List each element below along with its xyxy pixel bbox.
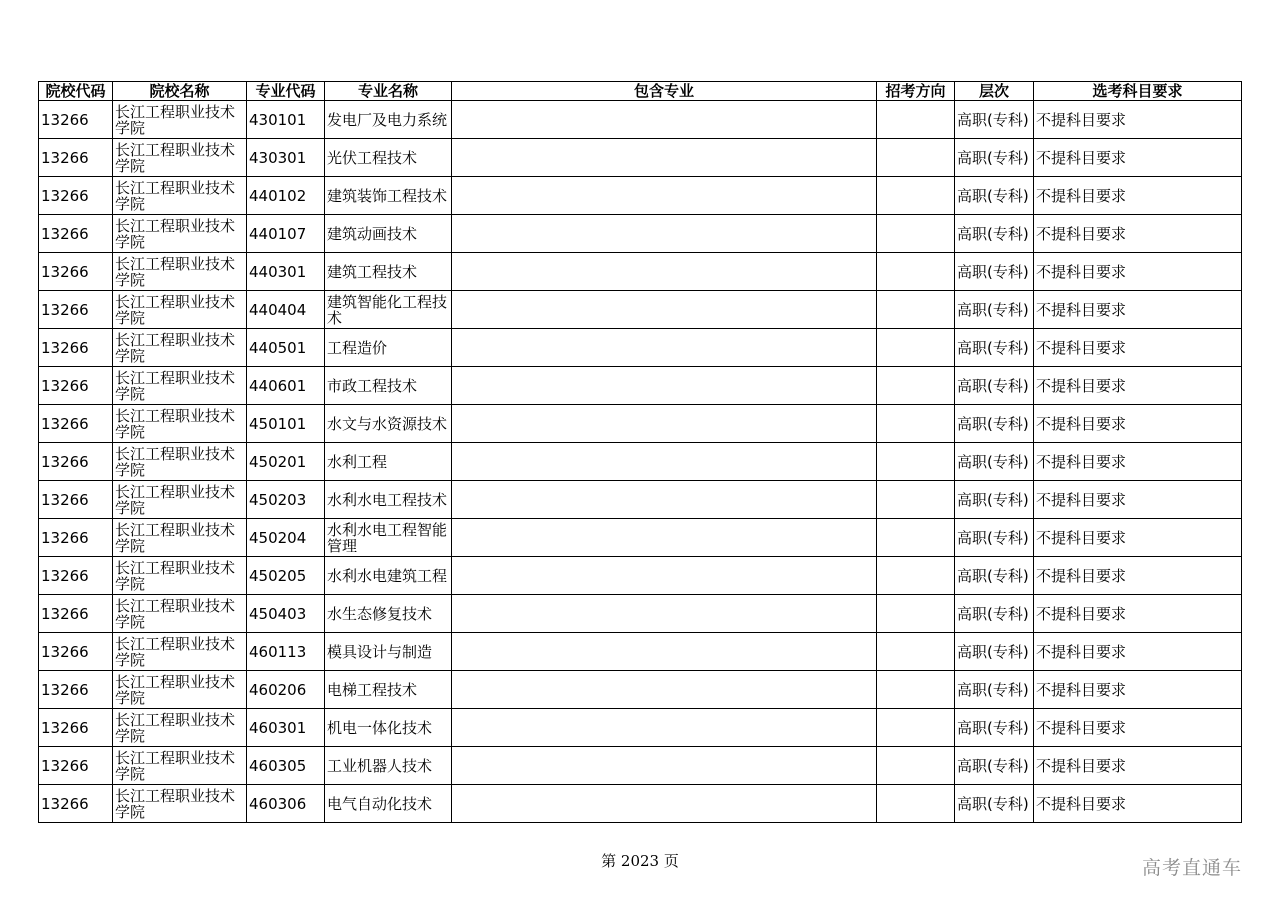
cell-school-name: 长江工程职业技术学院 — [113, 747, 247, 785]
table-row — [39, 709, 1242, 747]
cell-direction — [877, 291, 955, 329]
cell-school-name: 长江工程职业技术学院 — [113, 177, 247, 215]
header-included-majors: 包含专业 — [452, 82, 877, 101]
cell-subject-requirement: 不提科目要求 — [1034, 177, 1242, 215]
cell-school-code: 13266 — [39, 253, 113, 291]
cell-subject-requirement: 不提科目要求 — [1034, 481, 1242, 519]
cell-included-majors — [452, 139, 877, 177]
cell-school-code: 13266 — [39, 139, 113, 177]
cell-major-name: 光伏工程技术 — [325, 139, 452, 177]
cell-school-name: 长江工程职业技术学院 — [113, 671, 247, 709]
table-header-row — [39, 82, 1242, 101]
table-row — [39, 101, 1242, 139]
cell-direction — [877, 101, 955, 139]
cell-included-majors — [452, 557, 877, 595]
cell-major-name: 工业机器人技术 — [325, 747, 452, 785]
watermark: 高考直通车 — [1142, 857, 1243, 879]
table-row — [39, 405, 1242, 443]
cell-school-name: 长江工程职业技术学院 — [113, 557, 247, 595]
cell-subject-requirement: 不提科目要求 — [1034, 367, 1242, 405]
cell-level: 高职(专科) — [955, 367, 1034, 405]
table-row — [39, 785, 1242, 823]
table-row — [39, 367, 1242, 405]
cell-school-name: 长江工程职业技术学院 — [113, 481, 247, 519]
table-row — [39, 177, 1242, 215]
table-row — [39, 633, 1242, 671]
cell-direction — [877, 785, 955, 823]
cell-included-majors — [452, 709, 877, 747]
cell-school-code: 13266 — [39, 785, 113, 823]
header-level: 层次 — [955, 82, 1034, 101]
cell-level: 高职(专科) — [955, 329, 1034, 367]
cell-included-majors — [452, 747, 877, 785]
cell-major-code: 440404 — [247, 291, 325, 329]
cell-included-majors — [452, 215, 877, 253]
cell-school-code: 13266 — [39, 671, 113, 709]
cell-major-name: 建筑动画技术 — [325, 215, 452, 253]
cell-subject-requirement: 不提科目要求 — [1034, 443, 1242, 481]
cell-school-name: 长江工程职业技术学院 — [113, 633, 247, 671]
cell-major-code: 430101 — [247, 101, 325, 139]
cell-school-name: 长江工程职业技术学院 — [113, 595, 247, 633]
cell-level: 高职(专科) — [955, 405, 1034, 443]
cell-included-majors — [452, 367, 877, 405]
cell-subject-requirement: 不提科目要求 — [1034, 595, 1242, 633]
cell-subject-requirement: 不提科目要求 — [1034, 785, 1242, 823]
table-row — [39, 557, 1242, 595]
cell-major-code: 450201 — [247, 443, 325, 481]
table-row — [39, 253, 1242, 291]
cell-subject-requirement: 不提科目要求 — [1034, 253, 1242, 291]
cell-direction — [877, 253, 955, 291]
cell-level: 高职(专科) — [955, 671, 1034, 709]
cell-major-code: 460113 — [247, 633, 325, 671]
cell-school-name: 长江工程职业技术学院 — [113, 253, 247, 291]
cell-subject-requirement: 不提科目要求 — [1034, 215, 1242, 253]
cell-major-code: 440107 — [247, 215, 325, 253]
cell-subject-requirement: 不提科目要求 — [1034, 291, 1242, 329]
cell-direction — [877, 367, 955, 405]
cell-major-code: 450101 — [247, 405, 325, 443]
cell-major-name: 市政工程技术 — [325, 367, 452, 405]
table-row — [39, 519, 1242, 557]
cell-direction — [877, 405, 955, 443]
cell-major-name: 工程造价 — [325, 329, 452, 367]
cell-school-code: 13266 — [39, 405, 113, 443]
cell-level: 高职(专科) — [955, 481, 1034, 519]
cell-subject-requirement: 不提科目要求 — [1034, 405, 1242, 443]
cell-included-majors — [452, 785, 877, 823]
cell-included-majors — [452, 101, 877, 139]
cell-school-name: 长江工程职业技术学院 — [113, 519, 247, 557]
cell-school-name: 长江工程职业技术学院 — [113, 139, 247, 177]
cell-school-name: 长江工程职业技术学院 — [113, 785, 247, 823]
cell-school-name: 长江工程职业技术学院 — [113, 405, 247, 443]
cell-major-name: 水利工程 — [325, 443, 452, 481]
cell-subject-requirement: 不提科目要求 — [1034, 519, 1242, 557]
cell-school-code: 13266 — [39, 481, 113, 519]
cell-level: 高职(专科) — [955, 215, 1034, 253]
cell-major-name: 水文与水资源技术 — [325, 405, 452, 443]
cell-major-name: 建筑装饰工程技术 — [325, 177, 452, 215]
cell-school-name: 长江工程职业技术学院 — [113, 367, 247, 405]
cell-included-majors — [452, 253, 877, 291]
cell-level: 高职(专科) — [955, 633, 1034, 671]
cell-included-majors — [452, 405, 877, 443]
cell-direction — [877, 481, 955, 519]
cell-major-code: 460305 — [247, 747, 325, 785]
cell-level: 高职(专科) — [955, 139, 1034, 177]
cell-major-code: 450203 — [247, 481, 325, 519]
cell-major-name: 建筑智能化工程技术 — [325, 291, 452, 329]
cell-major-code: 460301 — [247, 709, 325, 747]
cell-major-code: 430301 — [247, 139, 325, 177]
cell-major-code: 440501 — [247, 329, 325, 367]
cell-level: 高职(专科) — [955, 747, 1034, 785]
table-body — [39, 101, 1242, 823]
header-major-code: 专业代码 — [247, 82, 325, 101]
table-row — [39, 139, 1242, 177]
cell-subject-requirement: 不提科目要求 — [1034, 139, 1242, 177]
cell-included-majors — [452, 177, 877, 215]
cell-school-name: 长江工程职业技术学院 — [113, 101, 247, 139]
cell-level: 高职(专科) — [955, 177, 1034, 215]
cell-level: 高职(专科) — [955, 785, 1034, 823]
cell-major-name: 发电厂及电力系统 — [325, 101, 452, 139]
cell-school-code: 13266 — [39, 633, 113, 671]
cell-school-code: 13266 — [39, 177, 113, 215]
cell-school-code: 13266 — [39, 747, 113, 785]
cell-major-code: 450403 — [247, 595, 325, 633]
cell-direction — [877, 595, 955, 633]
cell-school-code: 13266 — [39, 709, 113, 747]
cell-major-name: 机电一体化技术 — [325, 709, 452, 747]
table-row — [39, 443, 1242, 481]
cell-school-code: 13266 — [39, 215, 113, 253]
cell-major-code: 440102 — [247, 177, 325, 215]
cell-direction — [877, 177, 955, 215]
cell-school-name: 长江工程职业技术学院 — [113, 443, 247, 481]
table-row — [39, 671, 1242, 709]
cell-major-code: 460306 — [247, 785, 325, 823]
cell-included-majors — [452, 329, 877, 367]
table-row — [39, 215, 1242, 253]
cell-major-code: 460206 — [247, 671, 325, 709]
cell-direction — [877, 139, 955, 177]
cell-major-code: 450204 — [247, 519, 325, 557]
cell-school-code: 13266 — [39, 595, 113, 633]
cell-included-majors — [452, 633, 877, 671]
cell-direction — [877, 519, 955, 557]
cell-subject-requirement: 不提科目要求 — [1034, 747, 1242, 785]
cell-included-majors — [452, 291, 877, 329]
table-row — [39, 329, 1242, 367]
cell-school-code: 13266 — [39, 519, 113, 557]
page-number: 第 2023 页 — [601, 852, 679, 870]
table-row — [39, 747, 1242, 785]
cell-level: 高职(专科) — [955, 253, 1034, 291]
cell-school-name: 长江工程职业技术学院 — [113, 709, 247, 747]
cell-level: 高职(专科) — [955, 595, 1034, 633]
cell-school-name: 长江工程职业技术学院 — [113, 329, 247, 367]
header-subject-requirement: 选考科目要求 — [1034, 82, 1242, 101]
cell-subject-requirement: 不提科目要求 — [1034, 329, 1242, 367]
cell-included-majors — [452, 519, 877, 557]
cell-school-code: 13266 — [39, 443, 113, 481]
table-row — [39, 481, 1242, 519]
cell-direction — [877, 633, 955, 671]
cell-direction — [877, 215, 955, 253]
header-major-name: 专业名称 — [325, 82, 452, 101]
table-row — [39, 291, 1242, 329]
cell-subject-requirement: 不提科目要求 — [1034, 557, 1242, 595]
cell-school-code: 13266 — [39, 557, 113, 595]
cell-level: 高职(专科) — [955, 519, 1034, 557]
cell-direction — [877, 747, 955, 785]
cell-subject-requirement: 不提科目要求 — [1034, 671, 1242, 709]
header-direction: 招考方向 — [877, 82, 955, 101]
cell-major-name: 水利水电工程智能管理 — [325, 519, 452, 557]
cell-school-code: 13266 — [39, 367, 113, 405]
cell-subject-requirement: 不提科目要求 — [1034, 709, 1242, 747]
cell-major-name: 水利水电建筑工程 — [325, 557, 452, 595]
cell-major-code: 440301 — [247, 253, 325, 291]
cell-major-code: 440601 — [247, 367, 325, 405]
cell-school-name: 长江工程职业技术学院 — [113, 215, 247, 253]
cell-major-name: 电气自动化技术 — [325, 785, 452, 823]
cell-subject-requirement: 不提科目要求 — [1034, 633, 1242, 671]
header-school-code: 院校代码 — [39, 82, 113, 101]
cell-school-code: 13266 — [39, 329, 113, 367]
cell-major-name: 水生态修复技术 — [325, 595, 452, 633]
cell-major-name: 模具设计与制造 — [325, 633, 452, 671]
cell-level: 高职(专科) — [955, 101, 1034, 139]
cell-included-majors — [452, 671, 877, 709]
cell-level: 高职(专科) — [955, 709, 1034, 747]
cell-direction — [877, 329, 955, 367]
cell-school-name: 长江工程职业技术学院 — [113, 291, 247, 329]
header-school-name: 院校名称 — [113, 82, 247, 101]
cell-major-name: 建筑工程技术 — [325, 253, 452, 291]
cell-direction — [877, 709, 955, 747]
cell-major-name: 电梯工程技术 — [325, 671, 452, 709]
cell-major-name: 水利水电工程技术 — [325, 481, 452, 519]
cell-included-majors — [452, 443, 877, 481]
admission-table — [38, 81, 1242, 823]
table-row — [39, 595, 1242, 633]
cell-school-code: 13266 — [39, 101, 113, 139]
cell-direction — [877, 671, 955, 709]
cell-major-code: 450205 — [247, 557, 325, 595]
cell-level: 高职(专科) — [955, 291, 1034, 329]
cell-subject-requirement: 不提科目要求 — [1034, 101, 1242, 139]
cell-direction — [877, 443, 955, 481]
cell-level: 高职(专科) — [955, 443, 1034, 481]
cell-level: 高职(专科) — [955, 557, 1034, 595]
cell-included-majors — [452, 481, 877, 519]
cell-school-code: 13266 — [39, 291, 113, 329]
cell-direction — [877, 557, 955, 595]
cell-included-majors — [452, 595, 877, 633]
